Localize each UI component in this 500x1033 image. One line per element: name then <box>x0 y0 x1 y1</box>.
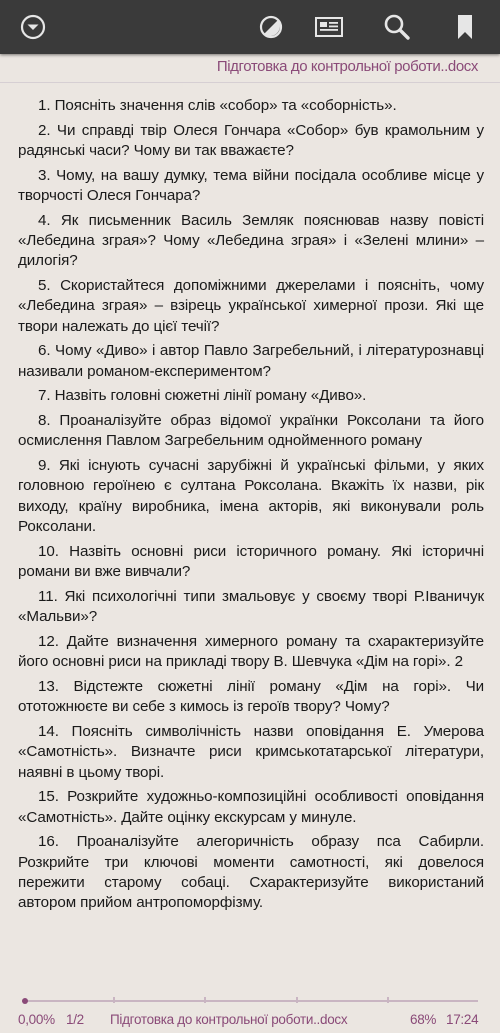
night-mode-icon[interactable] <box>244 0 298 54</box>
question-paragraph: 2. Чи справді твір Олеся Гончара «Собор» був крамольним у радянські часи? Чому ви так вважаєте? <box>18 121 484 159</box>
question-paragraph: 14. Поясніть символічність назви оповідання Е. Умерова «Самотність». Визначте риси кримськотатарської літератури, наявні в цьому творі. <box>18 722 484 781</box>
question-paragraph: 12. Дайте визначення химерного роману та схарактеризуйте його основні риси на прикладі твору В. Шевчука «Дім на горі». 2 <box>18 632 484 671</box>
question-paragraph: 16. Проаналізуйте алегоричність образу пса Сабирли. Розкрийте три ключові моменти самотності, які довелося пережити старому собаці. Схарактеризуйте використаний автором прийом антропоморфізму. <box>18 833 484 912</box>
progress-tick <box>387 997 389 1003</box>
reading-view-icon[interactable] <box>302 0 356 54</box>
question-paragraph: 13. Відстежте сюжетні лінії роману «Дім на горі». Чи ототожнюєте ви себе з кимось із героїв твору? Чому? <box>18 677 484 716</box>
search-icon[interactable] <box>370 0 424 54</box>
progress-indicator[interactable] <box>22 998 28 1004</box>
progress-percent: 0,00% <box>18 1012 55 1027</box>
battery-level: 68% <box>410 1012 437 1027</box>
question-paragraph: 15. Розкрийте художньо-композиційні особливості оповідання «Самотність». Дайте оцінку екскурсам у минуле. <box>18 788 484 826</box>
question-paragraph: 4. Як письменник Василь Земляк пояснював назву повісті «Лебедина зграя»? Чому «Лебедина зграя» і «Зелені млини» – дилогія? <box>18 211 484 270</box>
progress-tick <box>296 997 298 1003</box>
page-counter: 1/2 <box>66 1012 84 1027</box>
bookmark-icon[interactable] <box>438 0 492 54</box>
question-paragraph: 9. Які існують сучасні зарубіжні й українські фільми, у яких головною героїнею є султана Роксолана. Вкажіть їх назви, рік виходу, країну виробника, імена акторів, які виконували роль Роксолани. <box>18 457 484 536</box>
menu-dropdown-icon[interactable] <box>6 0 60 54</box>
top-toolbar <box>0 0 500 54</box>
question-paragraph: 5. Скористайтеся допоміжними джерелами і поясніть, чому «Лебедина зграя» – взірець української химерної прози. Які ще твори належать до цієї течії? <box>18 277 484 335</box>
question-paragraph: 1. Поясніть значення слів «собор» та «соборність». <box>38 97 397 114</box>
question-paragraph: 6. Чому «Диво» і автор Павло Загребельний, і літературознавці називали романом-експериментом? <box>18 342 484 380</box>
progress-bar[interactable] <box>22 1000 478 1002</box>
question-paragraph: 8. Проаналізуйте образ відомої українки Роксолани та його осмислення Павлом Загребельним однойменного роману <box>18 412 484 450</box>
clock: 17:24 <box>446 1012 479 1027</box>
progress-tick <box>204 997 206 1003</box>
title-divider <box>0 82 500 83</box>
document-body <box>18 96 484 918</box>
progress-tick <box>113 997 115 1003</box>
question-paragraph: 3. Чому, на вашу думку, тема війни посідала особливе місце у творчості Олеся Гончара? <box>18 166 484 204</box>
question-paragraph: 7. Назвіть головні сюжетні лінії роману «Диво». <box>38 387 367 405</box>
footer-doc-title: Підготовка до контрольної роботи..docx <box>110 1012 348 1027</box>
document-title: Підготовка до контрольної роботи..docx <box>216 58 478 75</box>
question-paragraph: 10. Назвіть основні риси історичного роману. Які історичні романи ви вже вивчали? <box>18 542 484 581</box>
status-footer <box>0 990 500 1033</box>
question-paragraph: 11. Які психологічні типи змальовує у своєму творі Р.Іваничук «Мальви»? <box>18 587 484 626</box>
